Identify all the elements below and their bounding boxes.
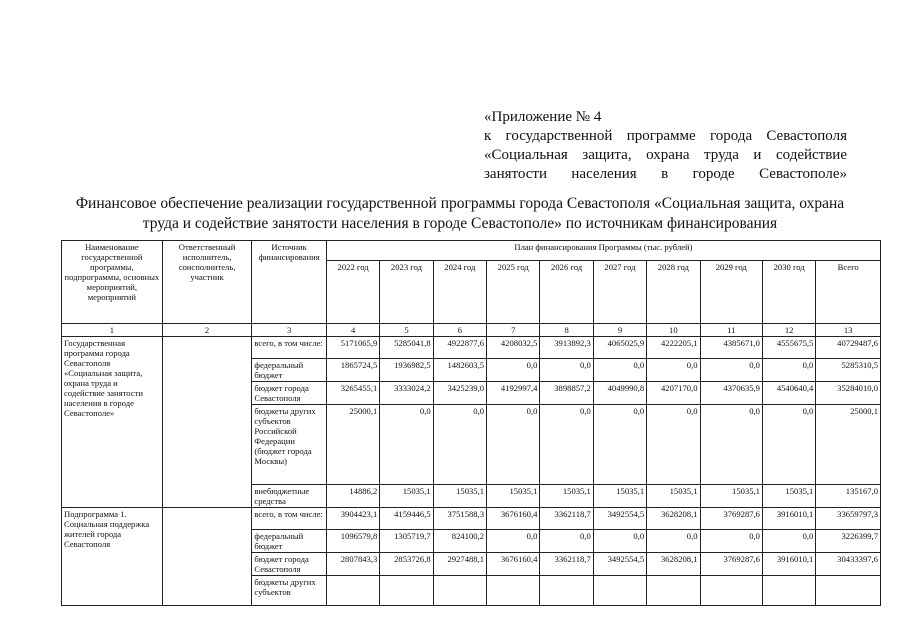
value-cell: 30433397,6: [816, 553, 881, 576]
value-cell: 4555675,5: [762, 337, 815, 359]
value-cell: [433, 576, 486, 606]
value-cell: 4540640,4: [762, 382, 815, 405]
value-cell: 3362118,7: [540, 508, 593, 530]
header-name: Наименование государственной программы, подпрограммы, основных мероприятий, мероприятий: [62, 241, 163, 324]
value-cell: 0,0: [540, 405, 593, 485]
header-year: 2026 год: [540, 261, 593, 324]
value-cell: 2853726,8: [380, 553, 433, 576]
value-cell: 15035,1: [647, 485, 700, 508]
value-cell: 15035,1: [487, 485, 540, 508]
appendix-line-1: «Приложение № 4: [484, 109, 602, 125]
program-name: Подпрограмма 1. Социальная поддержка жителей города Севастополя: [62, 508, 163, 606]
appendix-line-3: «Социальная защита, охрана труда и содействие: [484, 147, 847, 163]
value-cell: 3676160,4: [487, 553, 540, 576]
value-cell: 25000,1: [816, 405, 881, 485]
value-cell: 33659797,3: [816, 508, 881, 530]
value-cell: 4049990,8: [593, 382, 646, 405]
value-cell: [487, 576, 540, 606]
value-cell: 824100,2: [433, 530, 486, 553]
column-number: 4: [326, 324, 379, 337]
source-cell: бюджет города Севастополя: [252, 382, 327, 405]
value-cell: 5285310,5: [816, 359, 881, 382]
value-cell: 0,0: [380, 405, 433, 485]
value-cell: 0,0: [593, 359, 646, 382]
header-year: 2024 год: [433, 261, 486, 324]
value-cell: 3916010,1: [762, 508, 815, 530]
value-cell: 40729487,6: [816, 337, 881, 359]
value-cell: 4208032,5: [487, 337, 540, 359]
value-cell: 0,0: [700, 405, 762, 485]
value-cell: 0,0: [647, 405, 700, 485]
appendix-line-2: к государственной программе города Севастополя: [484, 128, 847, 144]
column-number: 10: [647, 324, 700, 337]
header-plan: План финансирования Программы (тыс. рублей): [326, 241, 880, 261]
source-cell: всего, в том числе:: [252, 508, 327, 530]
program-name: Государственная программа города Севастополя «Социальная защита, охрана труда и содействие занятости населения в городе Севастополе»: [62, 337, 163, 508]
value-cell: 1482603,5: [433, 359, 486, 382]
header-year: Всего: [816, 261, 881, 324]
value-cell: 3898857,2: [540, 382, 593, 405]
value-cell: 4192997,4: [487, 382, 540, 405]
column-number: 3: [252, 324, 327, 337]
value-cell: [816, 576, 881, 606]
value-cell: 35284010,0: [816, 382, 881, 405]
column-number: 13: [816, 324, 881, 337]
column-number: 5: [380, 324, 433, 337]
header-executor: Ответственный исполнитель, соисполнитель, участник: [162, 241, 252, 324]
column-number: 2: [162, 324, 252, 337]
value-cell: 15035,1: [433, 485, 486, 508]
value-cell: 3362118,7: [540, 553, 593, 576]
title-line-1: Финансовое обеспечение реализации государственной программы города Севастополя «Социальная защита, охрана: [75, 195, 845, 212]
value-cell: 1096579,8: [326, 530, 379, 553]
value-cell: 3751588,3: [433, 508, 486, 530]
value-cell: [762, 576, 815, 606]
value-cell: 3628208,1: [647, 553, 700, 576]
appendix-header: [484, 108, 847, 184]
value-cell: 4065025,9: [593, 337, 646, 359]
executor-cell: [162, 337, 252, 508]
value-cell: 3226399,7: [816, 530, 881, 553]
header-year: 2027 год: [593, 261, 646, 324]
value-cell: 3492554,5: [593, 553, 646, 576]
value-cell: 3769287,6: [700, 508, 762, 530]
value-cell: 15035,1: [593, 485, 646, 508]
value-cell: 1305719,7: [380, 530, 433, 553]
header-source: Источник финансирования: [252, 241, 327, 324]
value-cell: 0,0: [487, 530, 540, 553]
column-number: 12: [762, 324, 815, 337]
table-row: [62, 337, 881, 359]
financing-table: [61, 240, 881, 606]
value-cell: 1865724,5: [326, 359, 379, 382]
value-cell: 1936982,5: [380, 359, 433, 382]
value-cell: 0,0: [593, 530, 646, 553]
value-cell: [647, 576, 700, 606]
table-row: [62, 508, 881, 530]
value-cell: 0,0: [540, 359, 593, 382]
header-row: [62, 241, 881, 261]
header-year: 2022 год: [326, 261, 379, 324]
value-cell: 25000,1: [326, 405, 379, 485]
source-cell: всего, в том числе:: [252, 337, 327, 359]
value-cell: [593, 576, 646, 606]
header-year: 2029 год: [700, 261, 762, 324]
executor-cell: [162, 508, 252, 606]
value-cell: 3425239,0: [433, 382, 486, 405]
value-cell: 3916010,1: [762, 553, 815, 576]
value-cell: 5285041,8: [380, 337, 433, 359]
value-cell: 0,0: [540, 530, 593, 553]
value-cell: 15035,1: [380, 485, 433, 508]
header-year: 2025 год: [487, 261, 540, 324]
header-year: 2023 год: [380, 261, 433, 324]
appendix-line-4: занятости населения в городе Севастополе»: [484, 166, 847, 182]
value-cell: 4207170,0: [647, 382, 700, 405]
column-number: 9: [593, 324, 646, 337]
value-cell: 2927488,1: [433, 553, 486, 576]
column-number: 1: [62, 324, 163, 337]
value-cell: 3913892,3: [540, 337, 593, 359]
value-cell: 4385671,0: [700, 337, 762, 359]
title-line-2: труда и содействие занятости населения в городе Севастополе» по источникам финансирования: [142, 215, 778, 232]
header-year: 2030 год: [762, 261, 815, 324]
value-cell: 0,0: [700, 359, 762, 382]
value-cell: 3769287,6: [700, 553, 762, 576]
value-cell: 0,0: [762, 530, 815, 553]
value-cell: 2807843,3: [326, 553, 379, 576]
source-cell: федеральный бюджет: [252, 530, 327, 553]
value-cell: 3333024,2: [380, 382, 433, 405]
value-cell: [700, 576, 762, 606]
value-cell: 14886,2: [326, 485, 379, 508]
value-cell: 15035,1: [762, 485, 815, 508]
source-cell: бюджет города Севастополя: [252, 553, 327, 576]
source-cell: бюджеты других субъектов: [252, 576, 327, 606]
value-cell: 0,0: [433, 405, 486, 485]
value-cell: 0,0: [487, 405, 540, 485]
value-cell: 3628208,1: [647, 508, 700, 530]
source-cell: федеральный бюджет: [252, 359, 327, 382]
value-cell: 135167,0: [816, 485, 881, 508]
table-body: [62, 241, 881, 606]
value-cell: 3492554,5: [593, 508, 646, 530]
source-cell: внебюджетные средства: [252, 485, 327, 508]
value-cell: [540, 576, 593, 606]
column-number: 8: [540, 324, 593, 337]
column-number: 6: [433, 324, 486, 337]
column-numbers-row: [62, 324, 881, 337]
value-cell: 0,0: [762, 359, 815, 382]
value-cell: 0,0: [762, 405, 815, 485]
value-cell: 0,0: [487, 359, 540, 382]
value-cell: 0,0: [647, 530, 700, 553]
value-cell: 15035,1: [700, 485, 762, 508]
value-cell: 4370635,9: [700, 382, 762, 405]
value-cell: 5171065,9: [326, 337, 379, 359]
value-cell: 3265455,1: [326, 382, 379, 405]
document-title: [60, 194, 860, 234]
value-cell: 0,0: [647, 359, 700, 382]
header-year: 2028 год: [647, 261, 700, 324]
column-number: 7: [487, 324, 540, 337]
source-cell: бюджеты других субъектов Российской Федерации (бюджет города Москвы): [252, 405, 327, 485]
value-cell: 0,0: [593, 405, 646, 485]
value-cell: [326, 576, 379, 606]
column-number: 11: [700, 324, 762, 337]
value-cell: 4159446,5: [380, 508, 433, 530]
value-cell: 4922877,6: [433, 337, 486, 359]
value-cell: 15035,1: [540, 485, 593, 508]
value-cell: 3676160,4: [487, 508, 540, 530]
value-cell: 4222205,1: [647, 337, 700, 359]
value-cell: [380, 576, 433, 606]
value-cell: 0,0: [700, 530, 762, 553]
value-cell: 3904423,1: [326, 508, 379, 530]
